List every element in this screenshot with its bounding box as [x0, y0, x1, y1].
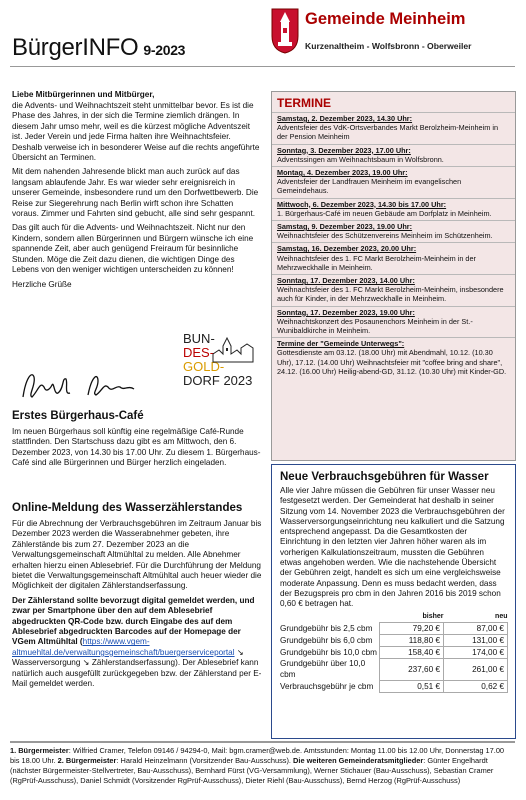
event-item: [272, 144, 515, 166]
event-date: Sonntag, 17. Dezember 2023, 19.00 Uhr:: [277, 307, 415, 317]
footer-text: : Günter Engelhardt (nächster Bürgermeister-Stellvertreter, Bau-Ausschuss), Bernhard Fürst (VG-Versammlung), Werner Stichauer (Bau-Ausschuss), Sebastian Cramer (RgPrüf-Ausschuss), Daniel Schmidt (Vorsitzender RgPrüf-Ausschuss), Dieter Riehl (Bau-Ausschuss), Bernd Herzog (RgPrüf-Ausschuss): [10, 756, 494, 785]
event-text: Adventsfeier des VdK-Ortsverbandes Markt Berolzheim-Meinheim in der Pension Meinheim: [277, 123, 499, 142]
footer-label: Die weiteren Gemeinderatsmitglieder: [293, 756, 424, 765]
fee-label: Verbrauchsgebühr je cbm: [280, 681, 374, 691]
event-date: Sonntag, 17. Dezember 2023, 14.00 Uhr:: [277, 276, 415, 286]
event-date: Montag, 4. Dezember 2023, 19.00 Uhr:: [277, 168, 408, 178]
water-fees-text: Alle vier Jahre müssen die Gebühren für unser Wasser neu festgesetzt werden. Der Gemeinderat hat deshalb in seiner Sitzung vom 14. November 2023 die Verbrauchsgebühren der Wasserversorgungseinrichtung neu kalkuliert und die Satzung entsprechend angepasst. Da die Gesamtkosten der Einrichtung in den letzten vier Jahren höher waren als im vorherigen Kalkulationszeitraum, mussten die Gebühren etwas angehoben werden. Wie die nachstehende Übersicht der Gebühren zeigt, handelt es sich um eine vergleichsweise moderate Anpassung. Denn es muss bedacht werden, dass der Bezugspreis pro cbm in den Jahren 2016 bis 2019 schon 0,60 € betragen hat.: [280, 486, 505, 609]
fee-new: 0,62 €: [444, 680, 508, 692]
event-item: [272, 166, 515, 198]
event-text: Weihnachtsfeier des 1. FC Markt Berolzheim-Meinheim in der Mehrzweckhalle in Meinheim.: [277, 253, 476, 272]
cafe-text: Im neuen Bürgerhaus soll künftig eine regelmäßige Café-Runde stattfinden. Den Startschuss dazu gibt es am Mittwoch, den 6. Dezember 2023, von 14.30 bis 17.00 Uhr. Zu diesem 1. Bürgerhaus-Café sind alle Bürgerinnen und Bürger herzlich eingeladen.: [12, 427, 261, 468]
coat-of-arms-icon: [271, 8, 299, 54]
mayor-letter: [12, 101, 262, 294]
village-silhouette-icon: [211, 334, 255, 364]
municipality-name: Gemeinde Meinheim: [305, 10, 466, 28]
water-meter-text: [12, 519, 262, 694]
fee-old: 79,20 €: [380, 622, 444, 634]
water-text-b: ↘ Wasserversorgung ↘ Zählerstandserfassung). Der Ablesebrief kann natürlich auch ausgefüllt zurückgegeben bzw. der Zählerstand per E-Mail gemeldet werden.: [12, 647, 262, 689]
page-footer: [10, 741, 515, 797]
event-date: Mittwoch, 6. Dezember 2023, 14.30 bis 17.00 Uhr:: [277, 199, 447, 209]
fee-label: Grundgebühr bis 2,5 cbm: [280, 623, 373, 633]
letter-closing: Herzliche Grüße: [12, 279, 72, 289]
gemeinde-unterwegs: [272, 337, 515, 377]
fee-old: 118,80 €: [380, 634, 444, 646]
event-text: 1. Bürgerhaus-Café im neuen Gebäude am Dorfplatz in Meinheim.: [277, 208, 492, 218]
badge-line: BUN-: [183, 331, 215, 346]
event-text: Weihnachtskonzert des Posaunenchors Meinheim in der St.-Wunibaldkirche in Meinheim.: [277, 316, 473, 336]
water-fees-box: [271, 464, 516, 739]
table-row: [280, 622, 508, 634]
footer-text: : Wilfried Cramer, Telefon 09146 / 94294-0, Mail: bgm.cramer@web.de. Amtsstunden: Montag 11.00 bis 12.00 Uhr, Donnerstag 17.00 bis 18.00 Uhr.: [10, 746, 505, 765]
fee-new: 261,00 €: [444, 658, 508, 680]
letter-paragraph: Mit dem nahenden Jahresende blickt man auch zurück auf das langsam ablaufende Jahr. Es war wieder sehr ereignisreich in unserer Gemeinde, insbesondere rund um den Dorfwettbewerb. Die Reise zur Siegerehrung nach Berlin wirft schon ihre Schatten voraus. Zimmer und Fahrten sind gebucht, alle sind sehr gespannt.: [12, 167, 259, 219]
event-text: Adventsfeier der Landfrauen Meinheim im evangelischen Gemeindehaus.: [277, 177, 462, 196]
event-date: Samstag, 9. Dezember 2023, 19.00 Uhr:: [277, 222, 413, 232]
footer-label: 1. Bürgermeister: [10, 746, 69, 755]
event-text: Weihnachtsfeier des Schützenvereins Meinheim im Schützenheim.: [277, 231, 493, 241]
cafe-heading: Erstes Bürgerhaus-Café: [12, 410, 144, 422]
fee-old: 0,51 €: [380, 680, 444, 692]
event-date: Samstag, 16. Dezember 2023, 20.00 Uhr:: [277, 244, 417, 254]
gd-title: Termine der "Gemeinde Unterwegs":: [277, 339, 405, 349]
event-item: [272, 306, 515, 338]
termine-heading: TERMINE: [277, 96, 331, 110]
event-item: [272, 198, 515, 220]
fee-new: 87,00 €: [444, 622, 508, 634]
fee-new: 174,00 €: [444, 646, 508, 658]
event-item: [272, 242, 515, 274]
water-fees-heading: Neue Verbrauchsgebühren für Wasser: [280, 471, 489, 483]
footer-text: : Harald Heinzelmann (Vorsitzender Bau-Ausschuss).: [116, 756, 294, 765]
event-text: Weihnachtsfeier des 1. FC Markt Berolzheim-Meinheim, insbesondere auch für Kinder, in der Mehrzweckhalle in Meinheim.: [277, 285, 504, 304]
fee-label: Grundgebühr bis 6,0 cbm: [280, 635, 373, 645]
table-row: [280, 658, 508, 680]
event-item: [272, 220, 515, 242]
water-paragraph: Für die Abrechnung der Verbrauchsgebühren im Zeitraum Januar bis Dezember 2023 werden die Wasserabnehmer gebeten, ihre Zählerstände bis zum 27. Dezember 2023 an die Verwaltungsgemeinschaft Altmühltal zu melden. Alle Abnehmer erhalten hierzu einen Ablesebrief. Für die Durchführung der Meldung bietet die Verwaltungsgemeinschaft Altmühltal auch heuer wieder die Möglichkeit der digitalen Zählerstandserfassung.: [12, 519, 262, 591]
termine-box: [271, 91, 516, 461]
fees-table: [280, 613, 508, 693]
event-date: Samstag, 2. Dezember 2023, 14.30 Uhr:: [277, 114, 413, 123]
event-item: [272, 274, 515, 306]
event-date: Sonntag, 3. Dezember 2023, 17.00 Uhr:: [277, 145, 411, 155]
badge-line: DORF 2023: [183, 373, 253, 388]
table-row: [280, 634, 508, 646]
page-header: [0, 0, 526, 62]
water-meter-heading: Online-Meldung des Wasserzählerstandes: [12, 502, 243, 514]
table-row: [280, 680, 508, 692]
col-new-header: neu: [495, 612, 508, 620]
salutation: Liebe Mitbürgerinnen und Mitbürger,: [12, 90, 155, 99]
badge-line: GOLD-: [183, 359, 225, 374]
badge-line: DES-: [183, 345, 215, 360]
signature-icon: [18, 367, 158, 403]
letter-paragraph: die Advents- und Weihnachtszeit steht unmittelbar bevor. Es ist die Phase des Jahres, in der sich die Termine ziemlich drängen. In diesem Jahr umso mehr, weil es die kürzest mögliche Adventszeit ist. Jeder Verein und jede Firma halten ihre Weihnachtsfeier. Deshalb verweise ich in besonderer Weise auf die rechts angeführte Übersicht an Terminen.: [12, 101, 260, 163]
footer-label: 2. Bürgermeister: [57, 756, 117, 765]
letter-paragraph: Das gilt auch für die Advents- und Weihnachtszeit. Nicht nur den Kindern, sondern allen Bürgerinnen und Bürgern wünsche ich eine spannende Zeit, aber auch genügend Freiraum für besinnliche Stunden. Möge die Zeit dazu dienen, die wichtigen Dinge des Lebens von den weniger wichtigen unterscheiden zu können!: [12, 223, 254, 275]
gd-text: Gottesdienste am 03.12. (18.00 Uhr) mit Abendmahl, 10.12. (10.30 Uhr), 17.12. (14.00 Uhr) Weihnachtsfeier mit "coffee bring and share", 24.12. (16.00 Uhr) Heilig-abend-GD, 31.12. (10.30 Uhr) mit Kinder-GD.: [277, 348, 507, 376]
fee-new: 131,00 €: [444, 634, 508, 646]
municipality-subtitle: Kurzenaltheim - Wolfsbronn - Oberweiler: [305, 41, 472, 51]
event-text: Adventssingen am Weihnachtsbaum in Wolfsbronn.: [277, 154, 444, 164]
header-divider: [10, 66, 515, 67]
event-item: [272, 112, 515, 144]
fee-label: Grundgebühr über 10,0 cbm: [280, 659, 366, 680]
fee-old: 158,40 €: [380, 646, 444, 658]
issue-number: 9-2023: [143, 42, 186, 58]
water-paragraph: [12, 596, 262, 690]
title-text: BürgerINFO: [12, 34, 139, 61]
water-text-a: Der Zählerstand sollte bevorzugt digital gemeldet werden, und zwar per Smartphone über den auf dem Ablesebrief abgedruckten QR-Code bzw. durch Eingabe des auf dem Ablesebrief abgedruckten Barcodes auf der Homepage der VGem Altmühltal (: [12, 595, 255, 647]
table-row: [280, 646, 508, 658]
col-old-header: bisher: [422, 612, 444, 620]
table-header-row: [280, 613, 508, 623]
vgem-portal-link[interactable]: https://www.vgem-altmuehltal.de/verwaltungsgemeinschaft/buergerserviceportal: [12, 637, 235, 657]
page-title: [12, 36, 185, 62]
fee-label: Grundgebühr bis 10,0 cbm: [280, 647, 377, 657]
fee-old: 237,60 €: [380, 658, 444, 680]
